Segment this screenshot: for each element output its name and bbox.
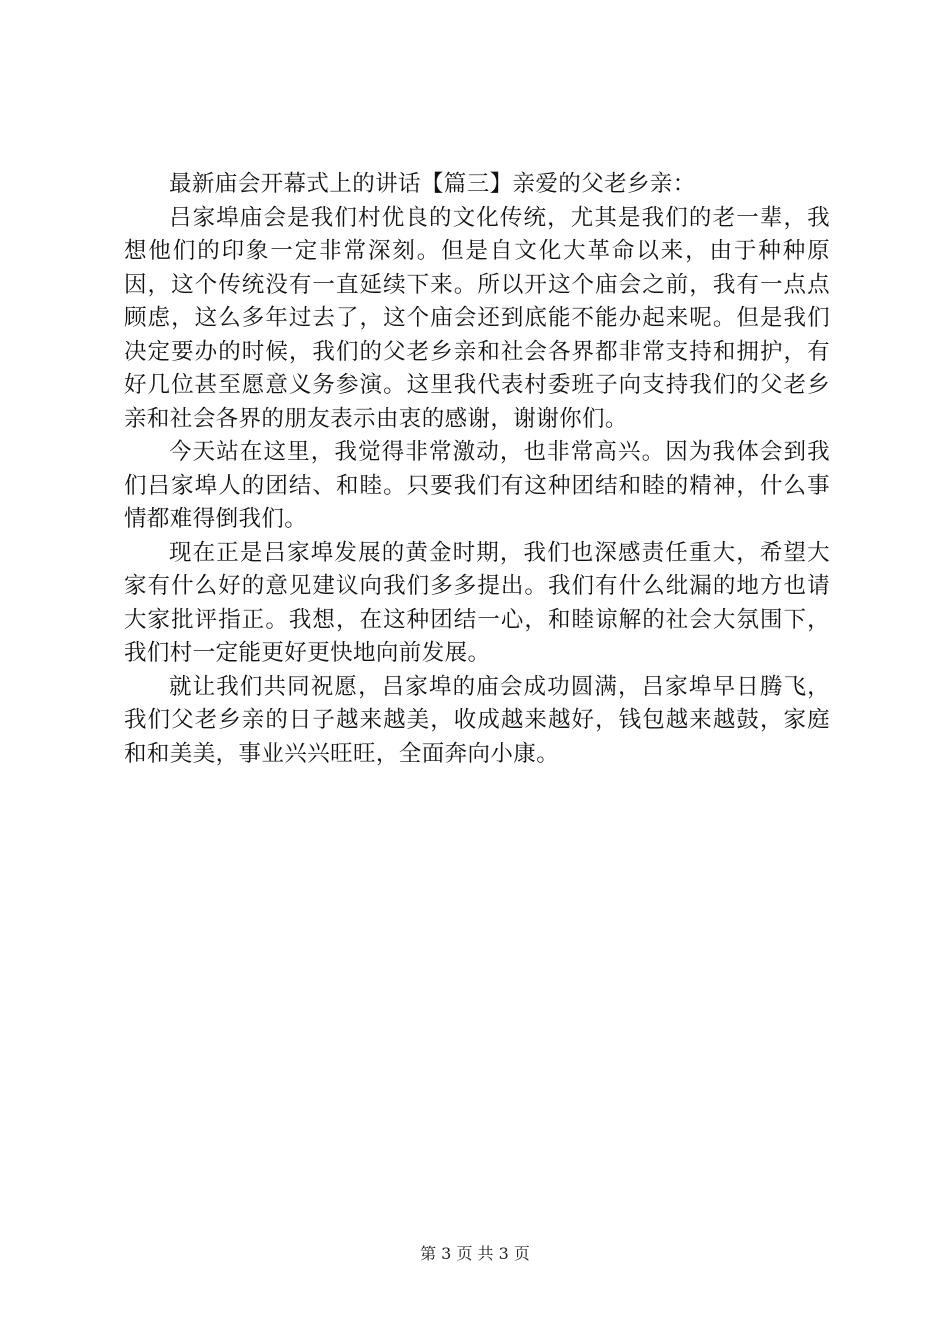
- paragraph-unity: 今天站在这里，我觉得非常激动，也非常高兴。因为我体会到我们吕家埠人的团结、和睦。只要我们有这种团结和睦的精神，什么事情都难得倒我们。: [124, 439, 830, 532]
- paragraph-wishes: 就让我们共同祝愿，吕家埠的庙会成功圆满，吕家埠早日腾飞，我们父老乡亲的日子越来越美，收成越来越好，钱包越来越鼓，家庭和和美美，事业兴兴旺旺，全面奔向小康。: [124, 673, 830, 767]
- document-body: [124, 168, 830, 771]
- paragraph-tradition: 吕家埠庙会是我们村优良的文化传统，尤其是我们的老一辈，我想他们的印象一定非常深刻。但是自文化大革命以来，由于种种原因，这个传统没有一直延续下来。所以开这个庙会之前，我有一点点顾虑，这么多年过去了，这个庙会还到底能不能办起来呢。但是我们决定要办的时候，我们的父老乡亲和社会各界都非常支持和拥护，有好几位甚至愿意义务参演。这里我代表村委班子向支持我们的父老乡亲和社会各界的朋友表示由衷的感谢，谢谢你们。: [124, 204, 830, 432]
- page-number-footer: 第 3 页 共 3 页: [420, 1244, 530, 1263]
- paragraph-development: 现在正是吕家埠发展的黄金时期，我们也深感责任重大，希望大家有什么好的意见建议向我们多多提出。我们有什么纰漏的地方也请大家批评指正。我想，在这种团结一心，和睦谅解的社会大氛围下，我们村一定能更好更快地向前发展。: [124, 539, 830, 666]
- paragraph-title-greeting: 最新庙会开幕式上的讲话【篇三】亲爱的父老乡亲：: [169, 171, 696, 197]
